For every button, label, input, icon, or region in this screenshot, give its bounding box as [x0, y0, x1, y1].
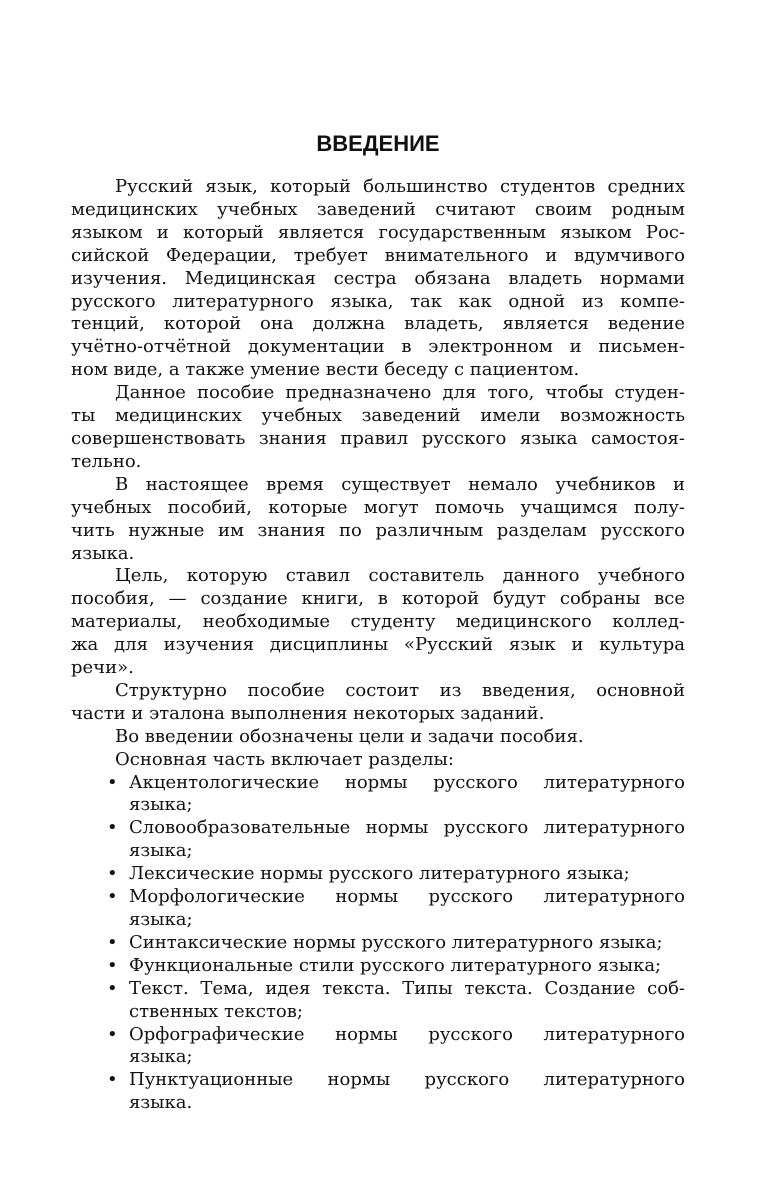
bullet-icon: •: [107, 931, 118, 953]
list-item: [71, 1069, 685, 1115]
text-line: языка.: [71, 542, 135, 564]
text-line: чить нужные им знания по различным разделам русского: [71, 519, 685, 541]
bullet-icon: •: [107, 1069, 118, 1091]
text-line: Структурно пособие состоит из введения, основной: [115, 679, 685, 701]
text-line: Функциональные стили русского литературного языка;: [129, 954, 662, 976]
list-item: [71, 817, 685, 863]
page-title: ВВЕДЕНИЕ: [316, 131, 440, 156]
bullet-icon: •: [107, 886, 118, 908]
text-line: Пунктуационные нормы русского литературного: [129, 1069, 685, 1091]
text-line: ты медицинских учебных заведений имели возможность: [71, 405, 685, 427]
text-line: Цель, которую ставил составитель данного учебного: [115, 565, 685, 587]
text-line: Данное пособие предназначено для того, чтобы студен-: [115, 382, 685, 404]
text-line: сийской Федерации, требует внимательного и вдумчивого: [71, 244, 685, 266]
text-line: Лексические нормы русского литературного языка;: [129, 863, 630, 885]
list-item: [71, 1024, 685, 1070]
text-line: ном виде, а также умение вести беседу с пациентом.: [71, 359, 580, 381]
text-line: Орфографические нормы русского литературного: [129, 1023, 685, 1045]
text-line: тенций, которой она должна владеть, является ведение: [71, 313, 685, 335]
text-line: совершенствовать знания правил русского языка самостоя-: [71, 427, 685, 449]
paragraph-goal: [71, 565, 685, 680]
text-line: языка;: [129, 840, 193, 862]
text-line: учебных пособий, которые могут помочь учащимся полу-: [71, 496, 685, 518]
text-line: изучения. Медицинская сестра обязана владеть нормами: [71, 267, 685, 289]
text-line: Морфологические нормы русского литературного: [129, 886, 685, 908]
text-line: русского литературного языка, так как одной из компе-: [71, 290, 685, 312]
text-line: части и эталона выполнения некоторых заданий.: [71, 702, 545, 724]
paragraph-intro: [71, 176, 685, 382]
text-line: тельно.: [71, 450, 142, 472]
paragraph-textbooks: [71, 474, 685, 566]
text-line: Синтаксические нормы русского литературного языка;: [129, 931, 663, 953]
text-line: Русский язык, который большинство студентов средних: [115, 176, 685, 197]
paragraph-purpose: [71, 382, 685, 474]
text-line: речи».: [71, 657, 134, 679]
text-line: ственных текстов;: [129, 1000, 303, 1022]
text-line: языка;: [129, 794, 193, 816]
document-body: [71, 176, 685, 1115]
text-line: Акцентологические нормы русского литературного: [129, 771, 685, 793]
bullet-icon: •: [107, 863, 118, 885]
list-item: [71, 863, 685, 886]
text-line: языка;: [129, 909, 193, 930]
bullet-icon: •: [107, 817, 118, 839]
paragraph-structure: [71, 680, 685, 726]
bullet-icon: •: [107, 1023, 118, 1045]
bullet-icon: •: [107, 977, 118, 999]
list-item: [71, 932, 685, 955]
list-item: [71, 978, 685, 1024]
text-line: учётно-отчётной документации в электронном и письмен-: [71, 336, 685, 358]
text-line: Словообразовательные нормы русского литературного: [129, 817, 685, 839]
text-line: материалы, необходимые студенту медицинского коллед-: [71, 611, 685, 633]
text-line: Основная часть включает разделы:: [115, 748, 454, 770]
text-line: языком и который является государственным языком Рос-: [71, 221, 685, 243]
text-line: языка;: [129, 1046, 193, 1068]
paragraph-sections-intro: [71, 749, 685, 772]
text-line: жа для изучения дисциплины «Русский язык и культура: [71, 634, 685, 656]
text-line: Текст. Тема, идея текста. Типы текста. Создание соб-: [129, 977, 685, 999]
sections-list: [71, 772, 685, 1116]
list-item: [71, 886, 685, 932]
paragraph-introduction-note: [71, 726, 685, 749]
text-line: языка.: [129, 1092, 193, 1114]
list-item: [71, 955, 685, 978]
text-line: В настоящее время существует немало учебников и: [115, 473, 685, 495]
list-item: [71, 772, 685, 818]
text-line: медицинских учебных заведений считают своим родным: [71, 198, 685, 220]
bullet-icon: •: [107, 771, 118, 793]
text-line: Во введении обозначены цели и задачи пособия.: [115, 725, 584, 747]
bullet-icon: •: [107, 954, 118, 976]
text-line: пособия, — создание книги, в которой будут собраны все: [71, 588, 685, 610]
page: [71, 128, 685, 1115]
